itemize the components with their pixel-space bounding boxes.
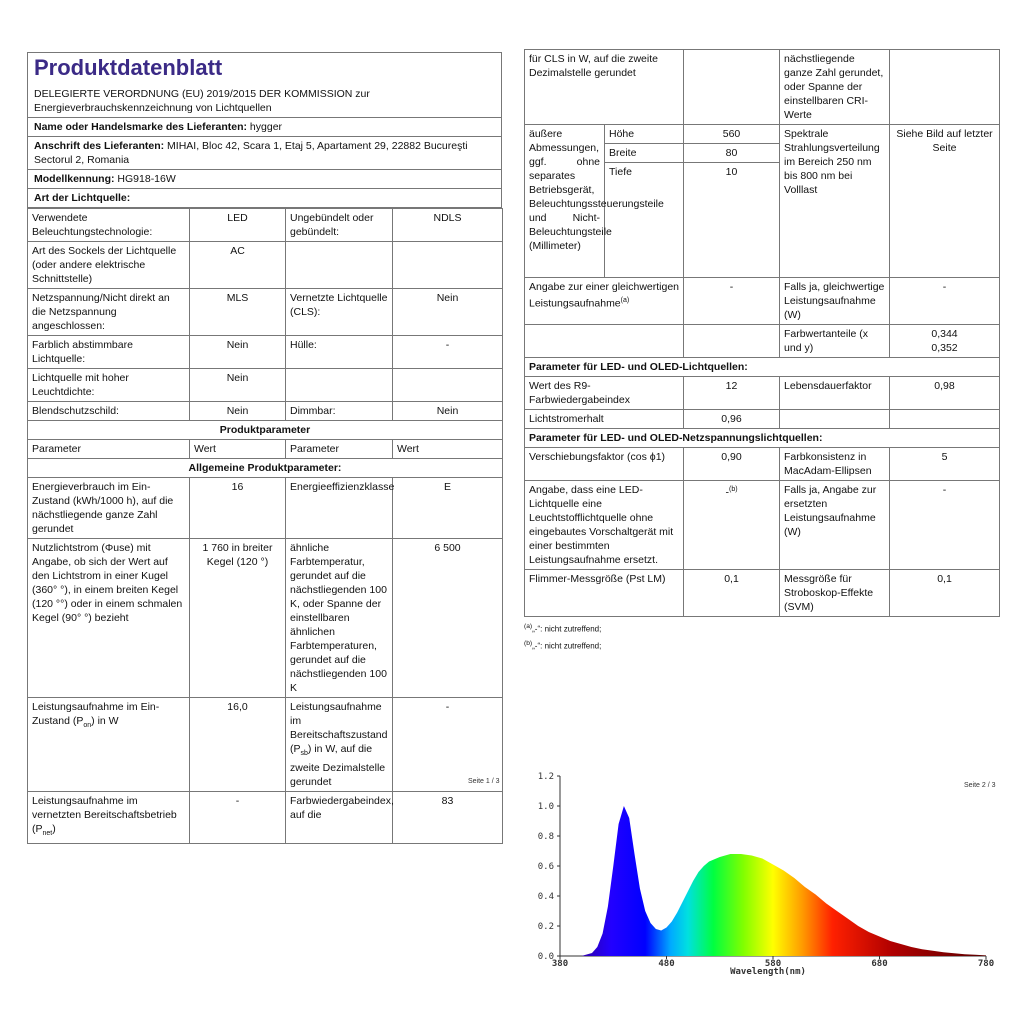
general-param-row-cell: Nutzlichtstrom (Φuse) mit Angabe, ob sich der Wert auf den Lichtstrom in einer Kugel (360° °), in einem breiten Kegel (120 °°) oder in einem schmalen Kegel (90° °) bezieht (28, 539, 190, 698)
mains-section-heading: Parameter für LED- und OLED-Netzspannungslichtquellen: (525, 429, 1000, 448)
pon-label: Leistungsaufnahme im Ein-Zustand $(P_{on})$ in W (28, 698, 190, 792)
flicker-row (525, 570, 1000, 617)
general-param-row-cell: Energieverbrauch im Ein-Zustand (kWh/1000 h), auf die nächstliegende ganze Zahl gerundet (28, 478, 190, 539)
address-value: MIHAI, Bloc 42, Scara 1, Etaj 5, Apartament 29, 22882 Bucureşti Sectorul 2, Romania (34, 140, 468, 166)
y-tick-label: 0.8 (537, 832, 554, 842)
light-type-row-cell (393, 242, 503, 289)
pnet-value: - (190, 792, 286, 844)
light-type-row-cell (286, 242, 393, 289)
light-type-heading: Art der Lichtquelle: (28, 188, 501, 207)
general-param-row-cell: 16 (190, 478, 286, 539)
light-source-table (27, 208, 503, 844)
flicker-label: Flimmer-Messgröße (Pst LM) (525, 570, 684, 617)
dim-name: Höhe (605, 125, 684, 144)
cri-cont-label: nächstliegende ganze Zahl gerundet, oder Spanne der einstellbaren CRI-Werte (780, 50, 890, 125)
general-param-row (28, 539, 503, 698)
chroma-value: 0,344 0,352 (890, 325, 1000, 358)
y-tick-label: 1.0 (537, 802, 554, 812)
life-label: Lebensdauerfaktor (780, 377, 890, 410)
regulation-text: DELEGIERTE VERORDNUNG (EU) 2019/2015 DER KOMMISSION zur Energieverbrauchskennzeichnung von Lichtquellen (34, 88, 370, 114)
led-section-heading: Parameter für LED- und OLED-Lichtquellen: (525, 358, 1000, 377)
equiv-row (525, 278, 1000, 325)
y-tick-label: 0.0 (537, 952, 554, 962)
equiv-yes-label: Falls ja, gleichwertige Leistungsaufnahme (W) (780, 278, 890, 325)
light-type-row-cell: Nein (393, 289, 503, 336)
y-tick-label: 0.6 (537, 862, 554, 872)
r9-label: Wert des R9-Farbwiedergabeindex (525, 377, 684, 410)
product-params-heading: Produktparameter (28, 421, 503, 440)
light-type-row-cell: LED (190, 209, 286, 242)
light-type-row-cell: Nein (190, 369, 286, 402)
spectrum-area (560, 806, 986, 956)
consist-label: Farbkonsistenz in MacAdam-Ellipsen (780, 448, 890, 481)
parameters-table (524, 49, 1000, 617)
col-header: Parameter (286, 440, 393, 459)
x-tick-label: 580 (764, 959, 782, 969)
flicker-value: 0,1 (684, 570, 780, 617)
page-title: Produktdatenblatt (34, 55, 223, 80)
page-number-2: Seite 2 / 3 (964, 782, 996, 789)
light-type-row-cell: Nein (190, 402, 286, 421)
general-params-heading: Allgemeine Produktparameter: (28, 459, 503, 478)
footnote-b: $^{(b)}$„-“: nicht zutreffend; (524, 639, 602, 651)
model-value: HG918-16W (117, 173, 176, 185)
light-type-row-cell (393, 369, 503, 402)
x-tick-label: 480 (658, 959, 675, 969)
y-tick-label: 0.2 (537, 922, 554, 932)
supplier-value: hygger (249, 121, 283, 133)
general-param-row (28, 478, 503, 539)
r9-row (525, 377, 1000, 410)
maintenance-row (525, 410, 1000, 429)
continuation-row (525, 50, 1000, 125)
life-value: 0,98 (890, 377, 1000, 410)
general-param-row-cell: Energieeffizienzklasse (286, 478, 393, 539)
column-header-row (28, 440, 503, 459)
chroma-row (525, 325, 1000, 358)
light-type-row-cell: Netzspannung/Nicht direkt an die Netzspannung angeschlossen: (28, 289, 190, 336)
cri-value: 83 (393, 792, 503, 844)
dim-value: 10 (684, 163, 780, 182)
spectrum-chart (520, 766, 1000, 982)
light-type-row-cell: Art des Sockels der Lichtquelle (oder andere elektrische Schnittstelle) (28, 242, 190, 289)
spectral-value: Siehe Bild auf letzter Seite (890, 125, 1000, 278)
network-power-row (28, 792, 503, 844)
model-row (28, 169, 501, 188)
replace-row (525, 481, 1000, 570)
light-type-row-cell: Farblich abstimmbare Lichtquelle: (28, 336, 190, 369)
consist-value: 5 (890, 448, 1000, 481)
dims-label: äußere Abmessungen, ggf. ohne separates Betriebsgerät, Beleuchtungssteuerungsteile und Nicht-Beleuchtungsteile (Millimeter) (525, 125, 605, 278)
r9-value: 12 (684, 377, 780, 410)
datasheet-page-2 (524, 49, 999, 653)
datasheet-header (27, 52, 502, 208)
col-header: Wert (190, 440, 286, 459)
cri-label: Farbwiedergabeindex, auf die (286, 792, 393, 844)
model-label: Modellkennung: (34, 173, 115, 185)
footnote-a: $^{(a)}$„-“: nicht zutreffend; (524, 623, 602, 634)
equiv-yes-value: - (890, 278, 1000, 325)
chart-series (560, 806, 986, 956)
col-header: Wert (393, 440, 503, 459)
dim-value: 560 (684, 125, 780, 144)
maint-label: Lichtstromerhalt (525, 410, 684, 429)
y-tick-label: 1.2 (537, 772, 554, 782)
general-param-row-cell: E (393, 478, 503, 539)
shift-row (525, 448, 1000, 481)
light-type-row-cell (286, 369, 393, 402)
spectral-label: Spektrale Strahlungsverteilung im Bereich 250 nm bis 800 nm bei Volllast (780, 125, 890, 278)
general-param-row-cell: 6 500 (393, 539, 503, 698)
light-type-row-cell: Dimmbar: (286, 402, 393, 421)
chroma-label: Farbwertanteile (x und y) (780, 325, 890, 358)
light-type-row-cell: AC (190, 242, 286, 289)
light-type-row-cell: Lichtquelle mit hoher Leuchtdichte: (28, 369, 190, 402)
strobo-label: Messgröße für Stroboskop-Effekte (SVM) (780, 570, 890, 617)
y-tick-label: 0.4 (537, 892, 554, 902)
light-type-row (28, 289, 503, 336)
light-type-row (28, 336, 503, 369)
dim-value: 80 (684, 144, 780, 163)
cls-cont-label: für CLS in W, auf die zweite Dezimalstelle gerundet (525, 50, 684, 125)
shift-value: 0,90 (684, 448, 780, 481)
replace-value: -$^{(b)}$ (684, 481, 780, 570)
supplier-label: Name oder Handelsmarke des Lieferanten: (34, 121, 247, 133)
strobo-value: 0,1 (890, 570, 1000, 617)
equiv-value: - (684, 278, 780, 325)
x-tick-label: 780 (977, 959, 995, 969)
supplier-row (28, 117, 501, 136)
maint-value: 0,96 (684, 410, 780, 429)
light-type-row (28, 242, 503, 289)
equiv-label: Angabe zur einer gleichwertigen Leistungsaufnahme$^{(a)}$ (525, 278, 684, 325)
general-param-row-cell: 1 760 in breiter Kegel (120 °) (190, 539, 286, 698)
x-tick-label: 680 (871, 959, 888, 969)
light-type-row-cell: Vernetzte Lichtquelle (CLS): (286, 289, 393, 336)
replace-label: Angabe, dass eine LED-Lichtquelle eine Leuchtstofflichtquelle ohne eingebautes Vorschaltgerät mit einer bestimmten Leistungsaufnahme ersetzt. (525, 481, 684, 570)
light-type-row (28, 369, 503, 402)
light-type-row-cell: Ungebündelt oder gebündelt: (286, 209, 393, 242)
footnotes (524, 620, 999, 653)
replace-yes-value: - (890, 481, 1000, 570)
col-header: Parameter (28, 440, 190, 459)
shift-label: Verschiebungsfaktor (cos ϕ1) (525, 448, 684, 481)
light-type-row-cell: Nein (393, 402, 503, 421)
light-type-row (28, 402, 503, 421)
light-type-row-cell: Blendschutzschild: (28, 402, 190, 421)
pon-value: 16,0 (190, 698, 286, 792)
general-param-row-cell: ähnliche Farbtemperatur, gerundet auf die nächstliegenden 100 K, oder Spanne der einstellbaren ähnlichen Farbtemperaturen, gerundet auf die nächstliegenden 100 K (286, 539, 393, 698)
dim-name: Breite (605, 144, 684, 163)
address-label: Anschrift des Lieferanten: (34, 140, 165, 152)
light-type-row-cell: Verwendete Beleuchtungstechnologie: (28, 209, 190, 242)
light-type-row-cell: - (393, 336, 503, 369)
x-axis-label: Wavelength(nm) (730, 967, 806, 977)
light-type-row (28, 209, 503, 242)
dims-row (525, 125, 1000, 144)
address-row (28, 136, 501, 169)
power-row (28, 698, 503, 792)
pnet-label: Leistungsaufnahme im vernetzten Bereitschaftsbetrieb $(P_{net})$ (28, 792, 190, 844)
psb-value: - (393, 698, 503, 792)
light-type-row-cell: Nein (190, 336, 286, 369)
datasheet-page-1 (27, 52, 502, 844)
light-type-row-cell: Hülle: (286, 336, 393, 369)
light-type-row-cell: MLS (190, 289, 286, 336)
light-type-row-cell: NDLS (393, 209, 503, 242)
psb-label: Leistungsaufnahme im Bereitschaftszustand $(P_{sb})$ in W, auf die zweite Dezimalstelle gerundet (286, 698, 393, 792)
replace-yes-label: Falls ja, Angabe zur ersetzten Leistungsaufnahme (W) (780, 481, 890, 570)
dim-name: Tiefe (605, 163, 684, 182)
page-number-1: Seite 1 / 3 (468, 778, 500, 785)
x-tick-label: 380 (551, 959, 569, 969)
